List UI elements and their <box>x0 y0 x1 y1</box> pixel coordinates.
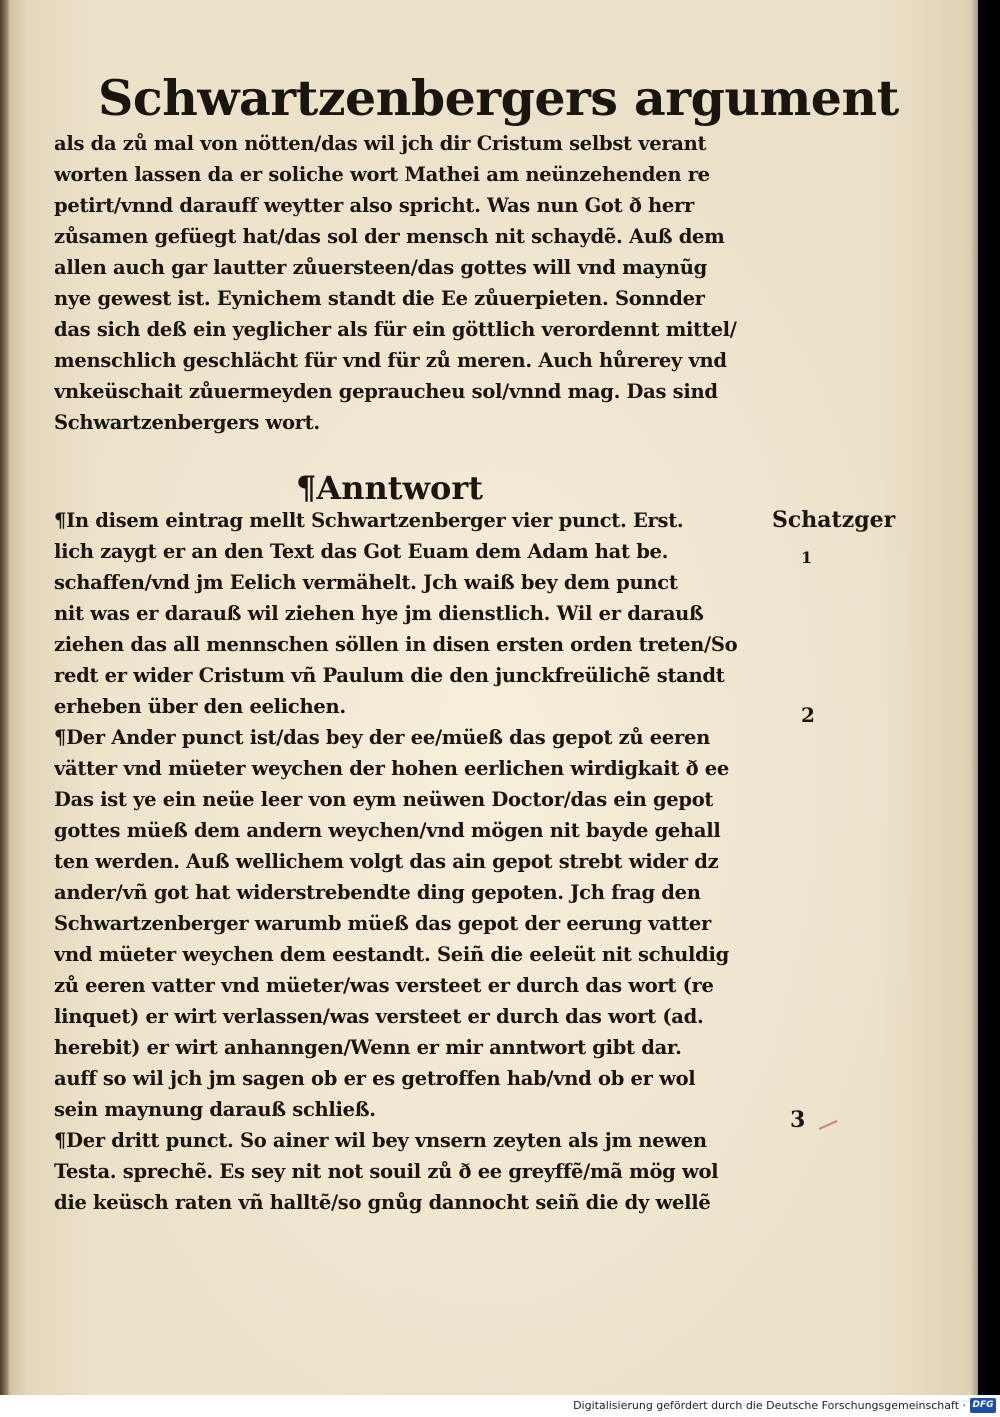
pencil-mark <box>818 1120 837 1130</box>
text-line: ¶Der Ander punct ist/das bey der ee/müeß das gepot zů eeren <box>54 726 710 749</box>
text-line: nit was er darauß wil ziehen hye jm dienstlich. Wil er darauß <box>54 602 704 625</box>
footer-bar <box>0 1395 1000 1417</box>
text-line: ¶Der dritt punct. So ainer wil bey vnsern zeyten als jm newen <box>54 1129 707 1152</box>
dfg-logo-icon: DFG <box>970 1398 996 1413</box>
text-line: vätter vnd müeter weychen der hohen eerlichen wirdigkait ð ee <box>54 757 729 780</box>
section-heading-anntwort: ¶Anntwort <box>296 469 484 507</box>
text-line: gottes müeß dem andern weychen/vnd mögen nit bayde gehall <box>54 819 721 842</box>
margin-note-number-2: 2 <box>801 703 815 727</box>
text-line: Das ist ye ein neüe leer von eym neüwen Doctor/das ein gepot <box>54 788 714 811</box>
text-line: erheben über den eelichen. <box>54 695 346 718</box>
text-line: ziehen das all mennschen söllen in disen ersten orden treten/So <box>54 633 738 656</box>
text-block-argument <box>54 128 774 438</box>
text-line: zůsamen gefüegt hat/das sol der mensch nit schaydẽ. Auß dem <box>54 225 725 248</box>
text-line: auff so wil jch jm sagen ob er es getroffen hab/vnd ob er wol <box>54 1067 696 1090</box>
text-line: ¶In disem eintrag mellt Schwartzenberger vier punct. Erst. <box>54 509 684 532</box>
text-line: schaffen/vnd jm Eelich vermähelt. Jch waiß bey dem punct <box>54 571 678 594</box>
text-line: vnkeüschait zůuermeyden gepraucheu sol/vnnd mag. Das sind <box>54 380 718 403</box>
text-line: redt er wider Cristum vñ Paulum die den junckfreülichẽ standt <box>54 664 725 687</box>
footer-credit: Digitalisierung gefördert durch die Deutsche Forschungsgemeinschaft · <box>573 1399 966 1412</box>
text-line: sein maynung darauß schließ. <box>54 1098 376 1121</box>
text-line: herebit) er wirt anhanngen/Wenn er mir anntwort gibt dar. <box>54 1036 682 1059</box>
text-line: worten lassen da er soliche wort Mathei am neünzehenden re <box>54 163 710 186</box>
text-line: zů eeren vatter vnd müeter/was versteet er durch das wort (re <box>54 974 714 997</box>
page-gutter-shadow <box>0 0 10 1395</box>
margin-note-number-3: 3 <box>790 1107 806 1133</box>
text-line: das sich deß ein yeglicher als für ein göttlich verordennt mittel/ <box>54 318 737 341</box>
text-line: Testa. sprechẽ. Es sey nit not souil zů ð ee greyffẽ/mã mög wol <box>54 1160 719 1183</box>
text-line: die keüsch raten vñ halltẽ/so gnůg dannocht seiñ die dy wellẽ <box>54 1191 711 1214</box>
text-line: petirt/vnnd darauff weytter also spricht. Was nun Got ð herr <box>54 194 694 217</box>
text-line: Schwartzenberger warumb müeß das gepot der eerung vatter <box>54 912 712 935</box>
text-line: ten werden. Auß wellichem volgt das ain gepot strebt wider dz <box>54 850 719 873</box>
text-line: als da zů mal von nötten/das wil jch dir Cristum selbst verant <box>54 132 707 155</box>
margin-note-number-1: 1 <box>801 548 813 567</box>
text-line: ander/vñ got hat widerstrebendte ding gepoten. Jch frag den <box>54 881 701 904</box>
margin-note-name: Schatzger <box>772 507 896 533</box>
text-line: menschlich geschlächt für vnd für zů meren. Auch hůrerey vnd <box>54 349 727 372</box>
running-head: Schwartzenbergers argument <box>98 69 899 127</box>
text-line: Schwartzenbergers wort. <box>54 411 320 434</box>
text-line: vnd müeter weychen dem eestandt. Seiñ die eeleüt nit schuldig <box>54 943 729 966</box>
page-edge-shadow <box>970 0 978 1395</box>
text-line: allen auch gar lautter zůuersteen/das gottes will vnd maynũg <box>54 256 707 279</box>
text-line: nye gewest ist. Eynichem standt die Ee zůuerpieten. Sonnder <box>54 287 705 310</box>
text-line: lich zaygt er an den Text das Got Euam dem Adam hat be. <box>54 540 669 563</box>
text-block-answer <box>54 505 774 1218</box>
text-line: linquet) er wirt verlassen/was versteet er durch das wort (ad. <box>54 1005 704 1028</box>
